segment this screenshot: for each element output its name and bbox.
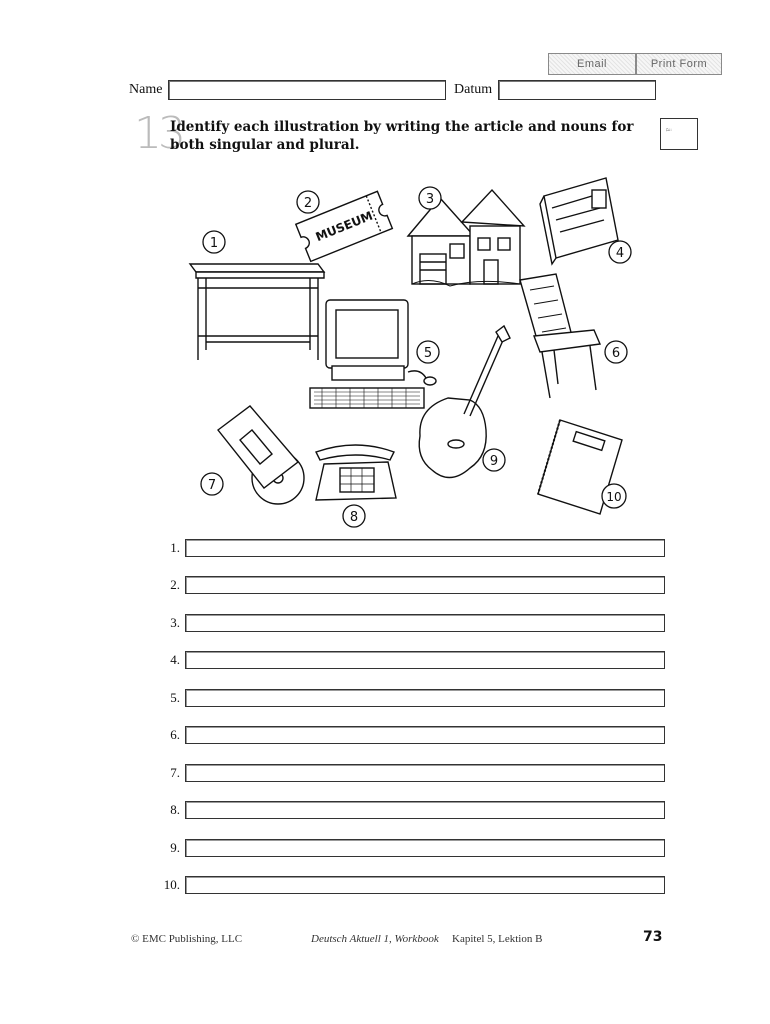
- callout-5: [417, 341, 439, 363]
- answer-label-9: 9.: [170, 840, 180, 855]
- svg-text:4: 4: [615, 246, 625, 261]
- answer-field-10[interactable]: [185, 876, 665, 894]
- answer-field-7[interactable]: [185, 764, 665, 782]
- name-field[interactable]: [168, 80, 446, 100]
- exercise-instruction: Identify each illustration by writing the article and nouns for both singular and plural.: [170, 119, 634, 153]
- answer-label-1: 1.: [170, 540, 180, 555]
- page-number: 73: [643, 929, 663, 945]
- answer-field-8[interactable]: [185, 801, 665, 819]
- callout-8: [343, 505, 365, 527]
- callout-2: [297, 191, 319, 213]
- name-label: Name: [129, 82, 163, 97]
- answer-label-5: 5.: [170, 690, 180, 705]
- umlaut-mark: ä: [664, 128, 673, 132]
- svg-text:3: 3: [425, 192, 435, 207]
- svg-text:10: 10: [606, 490, 622, 504]
- svg-text:9: 9: [489, 454, 499, 469]
- telephone-icon: [316, 445, 396, 500]
- answer-label-8: 8.: [170, 802, 180, 817]
- special-char-box[interactable]: [660, 118, 698, 150]
- desk-icon: [190, 264, 324, 360]
- callout-1: [203, 231, 225, 253]
- chair-icon: [520, 274, 600, 398]
- answer-field-1[interactable]: [185, 539, 665, 557]
- museum-ticket-label: MUSEUM: [313, 208, 375, 245]
- answer-label-10: 10.: [163, 877, 180, 892]
- callout-9: [483, 449, 505, 471]
- footer-publisher: © EMC Publishing, LLC: [131, 933, 243, 945]
- footer-book-title: Deutsch Aktuell 1, Workbook: [311, 933, 439, 945]
- exercise-number: 13: [134, 108, 182, 159]
- callout-6: [605, 341, 627, 363]
- illustration-panel: [180, 168, 680, 530]
- callout-3: [419, 187, 441, 209]
- answer-field-2[interactable]: [185, 576, 665, 594]
- email-button[interactable]: Email: [548, 53, 636, 75]
- answer-field-6[interactable]: [185, 726, 665, 744]
- svg-text:5: 5: [423, 346, 433, 361]
- answer-field-9[interactable]: [185, 839, 665, 857]
- answer-label-2: 2.: [170, 577, 180, 592]
- answer-field-4[interactable]: [185, 651, 665, 669]
- svg-text:7: 7: [207, 478, 217, 493]
- date-field[interactable]: [498, 80, 656, 100]
- footer-chapter: Kapitel 5, Lektion B: [452, 933, 543, 945]
- print-form-button[interactable]: Print Form: [636, 53, 722, 75]
- answer-field-5[interactable]: [185, 689, 665, 707]
- answer-label-7: 7.: [170, 765, 180, 780]
- svg-text:6: 6: [611, 346, 621, 361]
- callout-10: [602, 484, 626, 508]
- answer-label-4: 4.: [170, 652, 180, 667]
- cd-icon: [218, 406, 304, 504]
- callout-7: [201, 473, 223, 495]
- svg-text:2: 2: [303, 196, 313, 211]
- date-label: Datum: [454, 82, 493, 97]
- callout-4: [609, 241, 631, 263]
- answer-field-3[interactable]: [185, 614, 665, 632]
- svg-text:8: 8: [349, 510, 359, 525]
- svg-text:1: 1: [209, 236, 219, 251]
- answer-label-3: 3.: [170, 615, 180, 630]
- book-icon: [540, 178, 618, 264]
- answer-label-6: 6.: [170, 727, 180, 742]
